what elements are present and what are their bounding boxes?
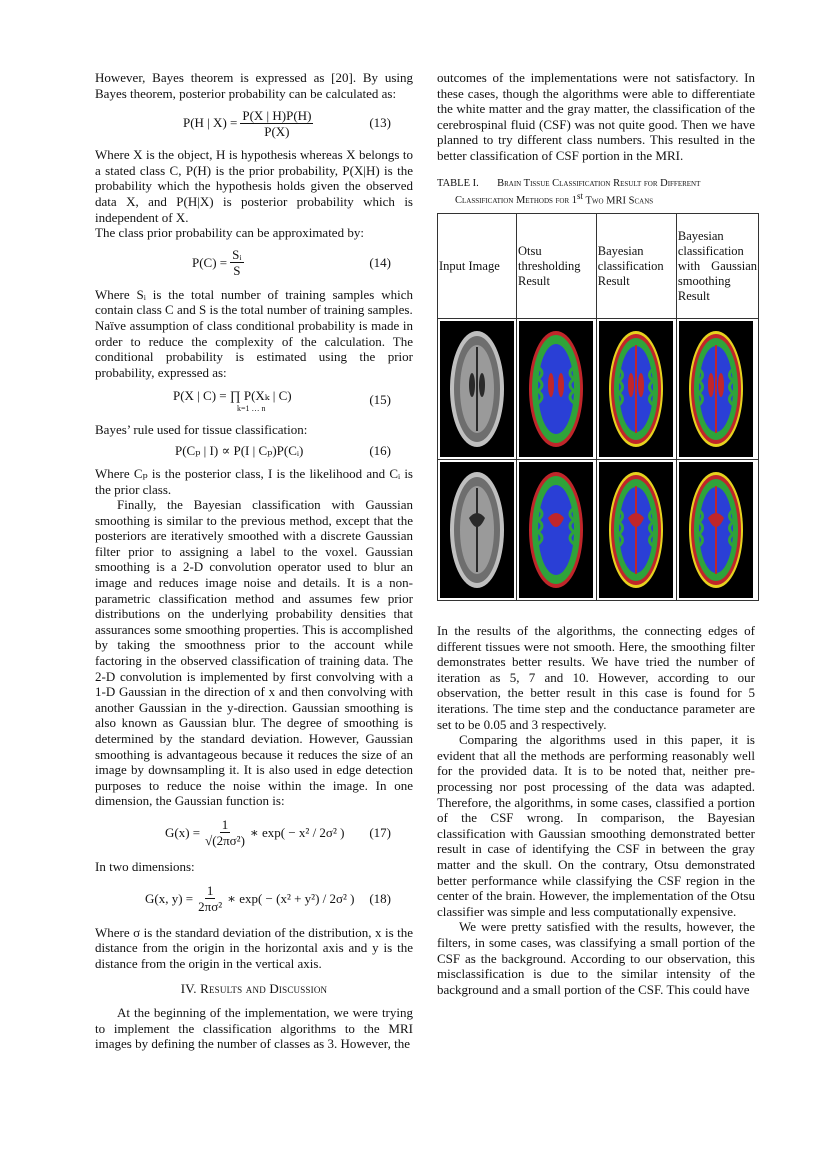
paragraph: outcomes of the implementations were not satisfactory. In these cases, though the algorithms were able to differentiate the white matter and the gray matter, the classification of the cerebrospinal fluid (CSF) was not quite good. Then we have planned to try different class numbers. This resulted in the better classification of CSF portion in the MRI. (437, 70, 755, 163)
table-cell (676, 319, 758, 460)
table-cell (676, 460, 758, 601)
equation-text: P(X | C) = ∏ P(Xₖ | C) (173, 388, 292, 404)
denominator: 2πσ² (198, 899, 223, 915)
paragraph: Where σ is the standard deviation of the distribution, x is the distance from the origin in the horizontal axis and y is the distance from the origin in the vertical axis. (95, 924, 413, 971)
equation-13 (95, 103, 413, 143)
paragraph: Where Cₚ is the posterior class, I is the likelihood and Cᵢ is the prior class. (95, 465, 413, 497)
equation-lhs: G(x, y) = (145, 890, 194, 906)
equation-number: (17) (369, 825, 391, 841)
equation-lhs: P(H | X) = (183, 115, 238, 131)
equation-lhs: G(x) = (165, 825, 201, 841)
equation-text: P(Cₚ | I) ∝ P(I | Cₚ)P(Cᵢ) (175, 443, 304, 459)
numerator: 1 (206, 883, 214, 899)
paragraph: Comparing the algorithms used in this paper, it is evident that all the methods are performing reasonably well for the provided data. It is to be noted that, neither pre-processing nor post processing of the data was adapted. Therefore, the algorithms, in some cases, classified a portion of the CSF wrong. In comparison, the Bayesian classification with Gaussian smoothing demonstrated better result in case of identifying the CSF in between the gray matter and the skull. On the contrary, Otsu demonstrated better performance while classifying the CSF region in the center of the brain. However, the implementation of the Otsu classifier was simple and less computationally expensive. (437, 732, 755, 919)
table-caption-line2: Classification Methods for 1 (455, 195, 578, 207)
header-input-image: Input Image (438, 214, 517, 319)
table-cell (517, 319, 597, 460)
paragraph: Where Sᵢ is the total number of training samples which contain class C and S is the total number of training samples. (95, 286, 413, 318)
table-cell (596, 319, 676, 460)
equation-16 (95, 440, 413, 462)
equation-rest: ∗ exp( − (x² + y²) / 2σ² ) (227, 890, 355, 906)
equation-17 (95, 811, 413, 855)
denominator: √(2πσ²) (205, 833, 245, 849)
fraction (240, 108, 313, 139)
table-caption-line1: Brain Tissue Classification Result for Different (497, 177, 701, 189)
paragraph: We were pretty satisfied with the results, however, the filters, in some cases, was classifying a small portion of the CSF as the background. According to our observation, this misclassification is due to the similar intensity of the background and a small portion of the CSF. This could have (437, 919, 755, 997)
otsu-result-image (519, 462, 593, 598)
bayesian-gaussian-result-image (679, 462, 753, 598)
table-header-row (438, 214, 759, 319)
table-caption-line3: Two MRI Scans (583, 195, 654, 207)
table-caption-sup: st (577, 190, 584, 201)
numerator: 1 (221, 817, 229, 833)
fraction (196, 883, 224, 914)
paragraph: The class prior probability can be approximated by: (95, 225, 364, 241)
fraction (230, 247, 243, 278)
paragraph: Naïve assumption of class conditional probability is made in order to reduce the complexity of the calculation. The conditional probability is estimated using the prior probability, expressed as: (95, 317, 413, 380)
paragraph: In the results of the algorithms, the connecting edges of different tissues were not smooth. Here, the smoothing filter demonstrates better results. We have tried the number of iteration as 5, 7 and 10. However, according to our observation, the better result in this case is found for 5 iterations. The time step and the conductance parameter are set to be 0.05 and 3 respectively. (437, 623, 755, 732)
equation-14 (95, 243, 413, 283)
denominator: S (233, 263, 241, 279)
header-otsu: Otsu thresholding Result (517, 214, 597, 319)
left-column (95, 70, 413, 1052)
fraction (203, 817, 247, 848)
right-column (437, 70, 755, 997)
section-heading: IV. Results and Discussion (180, 981, 328, 997)
table-cell (438, 319, 517, 460)
mri-input-image (440, 321, 514, 457)
bayesian-result-image (599, 321, 673, 457)
table-row (438, 319, 759, 460)
table-cell (438, 460, 517, 601)
table-row (438, 460, 759, 601)
paragraph: Where X is the object, H is hypothesis whereas X belongs to a stated class C, P(H) is the prior probability, P(X|H) is the probability which the hypothesis holds given the observed data X, and P(H|X) is posterior probability which is independent of X. (95, 147, 413, 225)
table-cell (517, 460, 597, 601)
table-caption (437, 178, 755, 208)
equation-rest: ∗ exp( − x² / 2σ² ) (249, 825, 345, 841)
equation-number: (16) (369, 443, 391, 459)
table-label: TABLE I. (437, 177, 479, 189)
equation-15 (95, 382, 413, 418)
equation-number: (14) (369, 254, 391, 270)
product-limits: k=1 … n (237, 403, 266, 413)
paragraph: Bayes’ rule used for tissue classification: (95, 422, 308, 438)
otsu-result-image (519, 321, 593, 457)
mri-input-image (440, 462, 514, 598)
equation-18 (95, 877, 413, 921)
bayesian-result-image (599, 462, 673, 598)
numerator: P(X | H)P(H) (242, 107, 312, 123)
equation-lhs: P(C) = (192, 254, 228, 270)
paragraph: At the beginning of the implementation, we were trying to implement the classification algorithms to the MRI images by defining the number of classes as 3. However, the (95, 1004, 413, 1052)
header-bayesian-gaussian: Bayesian classification with Gaussian smoothing Result (676, 214, 758, 319)
equation-number: (18) (369, 890, 391, 906)
paragraph: Finally, the Bayesian classification with Gaussian smoothing is similar to the previous method, except that the posteriors are iteratively smoothed with a discrete Gaussian filter prior to assigning a label to the voxel. Gaussian smoothing is a 2-D convolution operator used to blur an image and reduces image noise and details. It is a non-parametric classification method and assumes few prior distributions on the underlying probability densities that assurances some smoothing properties. This is accomplished by taking the smoothness prior to the account while factoring in the observed classification of training data. The 2-D convolution is implemented by first convolving with a 1-D Gaussian in the direction of x and then convolving with another Gaussian in the y-direction. Gaussian smoothing is also known as Gaussian blur. The degree of smoothing is determined by the standard deviation. However, Gaussian smoothing is advantageous because it reduces the size of an image by downsampling it. It is also used in edge detection purposes to reduce the noise within the image. In one dimension, the Gaussian function is: (95, 497, 413, 809)
table-cell (596, 460, 676, 601)
denominator: P(X) (264, 123, 290, 139)
numerator: Sᵢ (232, 247, 242, 263)
paragraph: In two dimensions: (95, 858, 195, 874)
paragraph: However, Bayes theorem is expressed as [20]. By using Bayes theorem, posterior probability can be calculated as: (95, 70, 413, 101)
equation-number: (15) (369, 392, 391, 408)
bayesian-gaussian-result-image (679, 321, 753, 457)
results-table (437, 213, 759, 601)
equation-number: (13) (369, 115, 391, 131)
header-bayesian: Bayesian classification Result (596, 214, 676, 319)
